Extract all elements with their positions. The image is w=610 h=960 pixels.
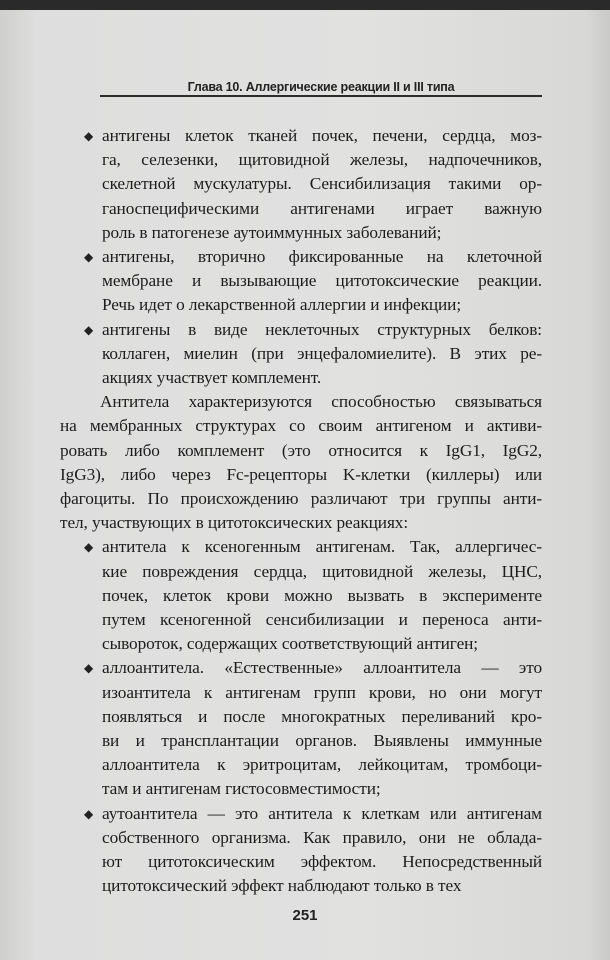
bullet-item (60, 245, 542, 318)
text-line: га, селезенки, щитовидной железы, надпочечников, (102, 150, 542, 170)
bullet-item (60, 124, 542, 245)
text-line: собственного организма. Как правило, они не облада- (102, 827, 542, 847)
text-line: антигены клеток тканей почек, печени, сердца, моз- (102, 126, 542, 145)
text-line: акциях участвует комплемент. (102, 368, 322, 388)
bullet-item (60, 318, 542, 391)
page-top-edge (0, 0, 610, 10)
bullet-item (60, 802, 542, 899)
bullet-diamond-icon: ◆ (84, 540, 94, 555)
running-header: Глава 10. Аллергические реакции II и III типа (187, 80, 455, 94)
text-line: путем ксеногенной сенсибилизации и переноса анти- (102, 610, 542, 630)
text-line: антигены, вторично фиксированные на клеточной (102, 247, 542, 267)
bullet-diamond-icon: ◆ (84, 661, 94, 676)
text-line: ют цитотоксическим эффектом. Непосредственный (102, 852, 542, 872)
page-number: 251 (292, 907, 318, 924)
text-line: появляться и после многократных переливаний кро- (102, 706, 542, 726)
bullet-diamond-icon: ◆ (84, 250, 94, 265)
text-line: ганоспецифическими антигенами играет важную (102, 198, 542, 218)
text-line: сывороток, содержащих соответствующий антиген; (102, 634, 478, 654)
text-line: Антитела характеризуются способностью связываться (100, 392, 542, 412)
bullet-item (60, 656, 542, 801)
bullet-diamond-icon: ◆ (84, 322, 94, 337)
text-line: мембране и вызывающие цитотоксические реакции. (102, 271, 542, 291)
text-line: почек, клеток крови можно вызвать в эксперименте (102, 585, 542, 605)
text-line: цитотоксический эффект наблюдают только в тех (102, 876, 462, 896)
text-line: скелетной мускулатуры. Сенсибилизация такими ор- (102, 174, 542, 194)
text-line: кие повреждения сердца, щитовидной железы, ЦНС, (102, 561, 542, 581)
bullet-list-antigens (60, 124, 542, 390)
text-line: антитела к ксеногенным антигенам. Так, аллергичес- (102, 537, 542, 557)
text-line: ровать либо комплемент (это относится к IgG1, IgG2, (60, 440, 542, 460)
page-body (60, 124, 542, 899)
text-line: на мембранных структурах со своим антигеном и активи- (60, 416, 542, 436)
text-line: там и антигенам гистосовместимости; (102, 779, 381, 799)
bullet-item (60, 535, 542, 656)
text-line: коллаген, миелин (при энцефаломиелите). В этих ре- (102, 343, 542, 363)
text-line: изоантитела к антигенам групп крови, но они могут (102, 682, 542, 702)
bullet-diamond-icon: ◆ (84, 129, 94, 143)
text-line: аллоантитела. «Естественные» аллоантитела — это (102, 658, 542, 678)
text-line: ви и трансплантации органов. Выявлены иммунные (102, 731, 542, 751)
text-line: аутоантитела — это антитела к клеткам или антигенам (102, 803, 542, 823)
body-paragraph (60, 390, 542, 535)
bullet-list-antibodies (60, 535, 542, 898)
text-line: антигены в виде неклеточных структурных белков: (102, 319, 542, 339)
text-line: тел, участвующих в цитотоксических реакциях: (60, 513, 409, 533)
text-line: аллоантитела к эритроцитам, лейкоцитам, тромбоци- (102, 755, 542, 775)
text-line: IgG3), либо через Fc-рецепторы K-клетки (киллеры) или (60, 464, 542, 484)
text-line: фагоциты. По происхождению различают три группы анти- (60, 489, 542, 509)
bullet-diamond-icon: ◆ (84, 806, 94, 821)
text-line: Речь идет о лекарственной аллергии и инфекции; (102, 295, 462, 315)
header-rule (100, 95, 542, 97)
text-line: роль в патогенезе аутоиммунных заболеваний; (102, 222, 442, 242)
